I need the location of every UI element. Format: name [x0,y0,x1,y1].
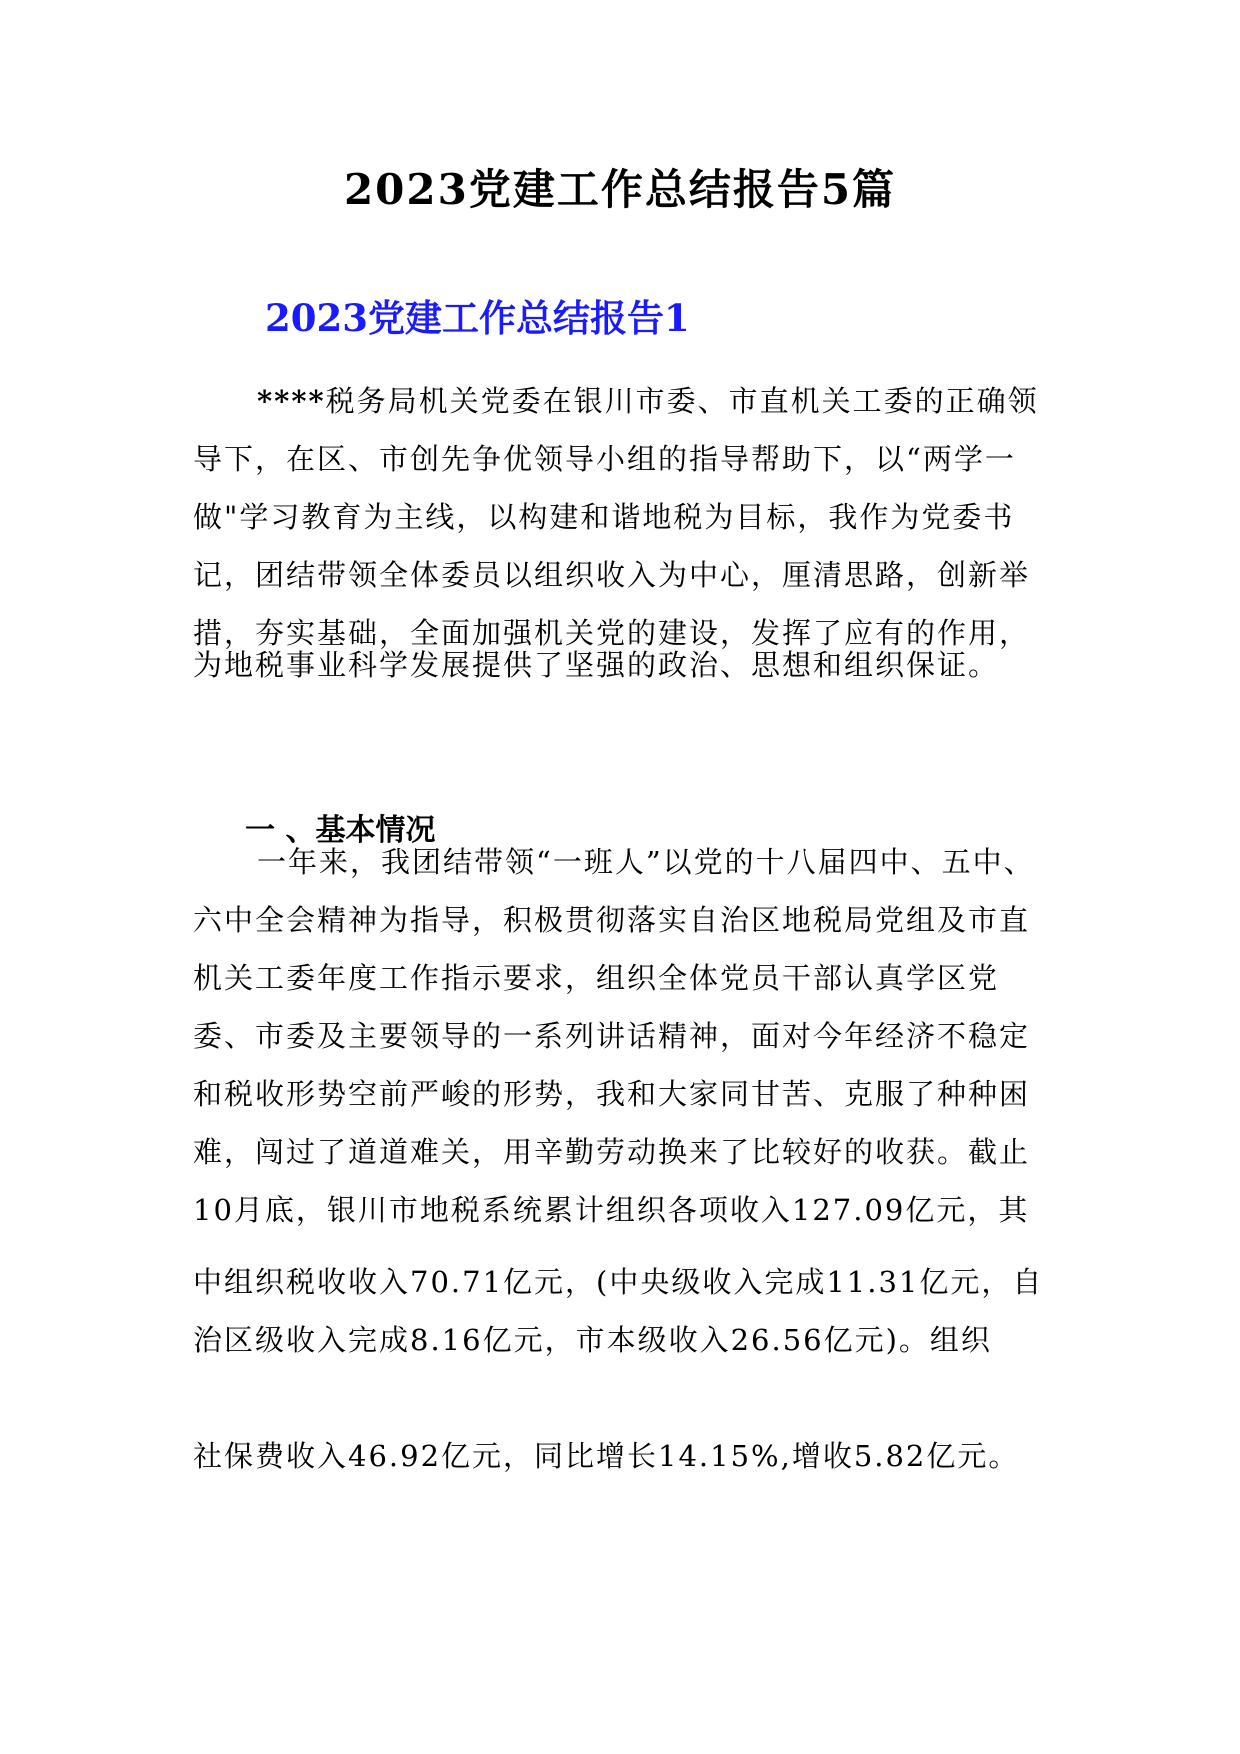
body-paragraph-3: 社保费收入46.92亿元，同比增长14.15%,增收5.82亿元。 [193,1439,1020,1473]
redacted-name: **** [257,384,326,418]
intro-paragraph-end: 为地税事业科学发展提供了坚强的政治、思想和组织保证。 [193,648,1000,682]
heading-basic-situation: 一 、基本情况 [245,813,436,848]
document-title: 2023党建工作总结报告5篇 [343,165,897,214]
body-paragraph-1: 一年来，我团结带领“一班人”以党的十八届四中、五中、六中全会精神为指导，积极贯彻落实自治区地税局党组及市直机关工委年度工作指示要求，组织全体党员干部认真学区党委、市委及主要领导的一系列讲话精神，面对今年经济不稳定和税收形势空前严峻的形势，我和大家同甘苦、克服了种种困难，闯过了道道难关，用辛勤劳动换来了比较好的收获。截止10月底，银川市地税系统累计组织各项收入127.09亿元，其 [193,845,1035,1227]
intro-text: 税务局机关党委在银川市委、市直机关工委的正确领导下，在区、市创先争优领导小组的指导帮助下，以“两学一做"学习教育为主线，以构建和谐地税为目标，我作为党委书记，团结带领全体委员以组织收入为中心，厘清思路，创新举措，夯实基础，全面加强机关党的建设，发挥了应有的作用， [193,384,1039,650]
body-paragraph-2: 中组织税收收入70.71亿元，(中央级收入完成11.31亿元，自治区级收入完成8.16亿元，市本级收入26.56亿元)。组织 [193,1265,1044,1357]
intro-paragraph [193,372,1045,662]
section-title: 2023党建工作总结报告1 [265,296,690,340]
